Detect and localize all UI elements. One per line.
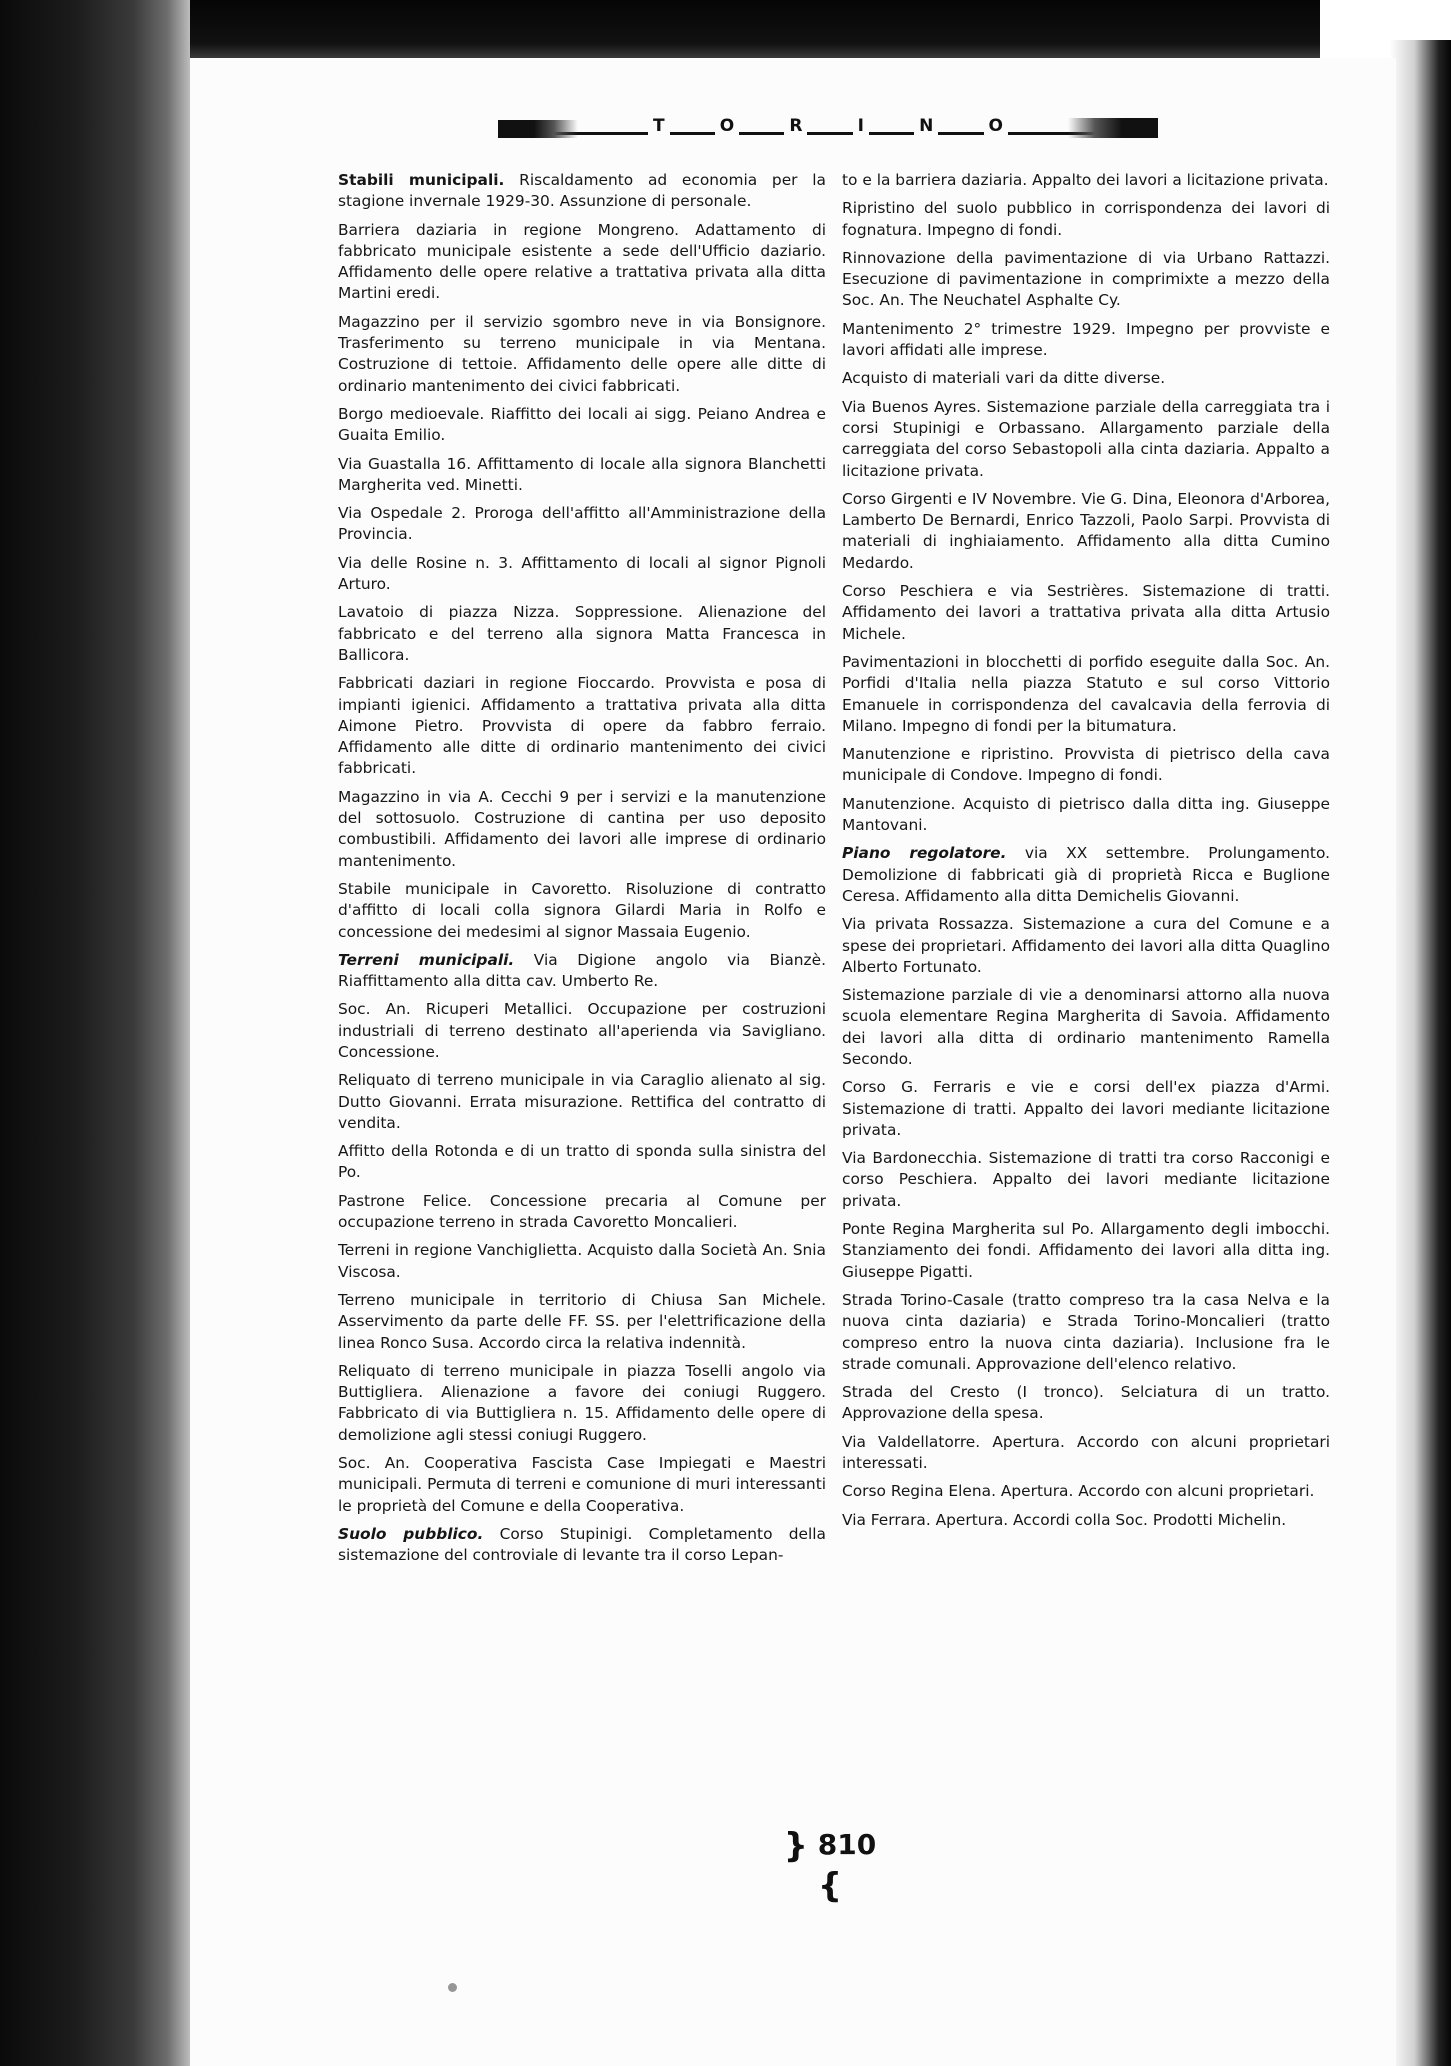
header-title <box>498 116 1158 136</box>
left-column <box>338 170 826 1574</box>
scan-top-shadow <box>0 0 1320 58</box>
list-item <box>842 1382 1330 1425</box>
entry-text: Via delle Rosine n. 3. Affittamento di locali al signor Pignoli Arturo. <box>338 553 826 594</box>
entry-text: Magazzino in via A. Cecchi 9 per i servizi e la manutenzione del sottosuolo. Costruzione di cantina per uso deposito combustibili. Affidamento dei lavori alle imprese di ordinario mantenimento. <box>338 787 826 870</box>
entry-text: Magazzino per il servizio sgombro neve in via Bonsignore. Trasferimento su terreno municipale in via Mentana. Costruzione di tettoie. Affidamento delle opere alle ditte di ordinario mantenimento dei civici fabbricati. <box>338 312 826 395</box>
list-item <box>842 1077 1330 1141</box>
list-item <box>842 170 1330 191</box>
entry-text: Terreno municipale in territorio di Chiusa San Michele. Asservimento da parte delle FF. SS. per l'elettrificazione della linea Ronco Susa. Accordo circa la relativa indennità. <box>338 1290 826 1352</box>
entry-text: Via Valdellatorre. Apertura. Accordo con alcuni proprietari interessati. <box>842 1432 1330 1473</box>
list-item <box>842 1510 1330 1531</box>
list-item <box>842 319 1330 362</box>
entry-text: Strada del Cresto (I tronco). Selciatura di un tratto. Approvazione della spesa. <box>842 1383 1330 1423</box>
entry-text: via XX settembre. Prolungamento. Demolizione di fabbricati già di proprietà Ricca e Buglione Ceresa. Affidamento alla ditta Demichelis Giovanni. <box>842 844 1330 905</box>
running-header <box>498 118 1158 142</box>
page-number-bracket-right: { <box>817 1866 843 1906</box>
list-item <box>842 489 1330 574</box>
list-item <box>338 787 826 872</box>
entry-text: Manutenzione e ripristino. Provvista di pietrisco della cava municipale di Condove. Impegno di fondi. <box>842 745 1330 785</box>
entry-text: Via Bardonecchia. Sistemazione di tratti tra corso Racconigi e corso Peschiera. Appalto dei lavori mediante licitazione privata. <box>842 1149 1330 1210</box>
entry-heading: Stabili municipali. <box>338 171 505 189</box>
entry-heading: Suolo pubblico. <box>338 1524 484 1543</box>
entry-text: Ripristino del suolo pubblico in corrispondenza dei lavori di fognatura. Impegno di fondi. <box>842 199 1330 239</box>
list-item <box>842 1148 1330 1212</box>
list-item <box>338 1290 826 1354</box>
entry-text: Pastrone Felice. Concessione precaria al Comune per occupazione terreno in strada Cavoretto Moncalieri. <box>338 1191 826 1232</box>
list-item <box>842 248 1330 312</box>
entry-text: Via Buenos Ayres. Sistemazione parziale della carreggiata tra i corsi Stupinigi e Orbassano. Allargamento parziale della carreggiata del corso Sebastopoli alla cinta daziaria. Appalto a licitazione privata. <box>842 397 1330 480</box>
header-letter: I <box>853 116 869 136</box>
right-column <box>842 170 1330 1538</box>
list-item <box>842 1432 1330 1475</box>
list-item <box>842 581 1330 645</box>
entry-text: Acquisto di materiali vari da ditte diverse. <box>842 369 1166 388</box>
list-item <box>338 950 826 993</box>
header-letter: T <box>648 116 670 136</box>
entry-text: Via Guastalla 16. Affittamento di locale alla signora Blanchetti Margherita ved. Minetti. <box>338 454 826 494</box>
scan-left-shadow <box>0 0 190 2066</box>
entry-text: Borgo medioevale. Riaffitto dei locali ai sigg. Peiano Andrea e Guaita Emilio. <box>338 404 826 445</box>
list-item <box>338 1361 826 1446</box>
list-item <box>338 454 826 497</box>
entry-text: Affitto della Rotonda e di un tratto di sponda sulla sinistra del Po. <box>338 1142 826 1182</box>
header-letter: N <box>914 116 938 136</box>
list-item <box>842 843 1330 907</box>
entry-text: Riscaldamento ad economia per la stagione invernale 1929-30. Assunzione di personale. <box>338 171 826 211</box>
entry-text: Mantenimento 2° trimestre 1929. Impegno per provviste e lavori affidati alle imprese. <box>842 319 1330 360</box>
page-number-value: 810 <box>817 1828 877 1861</box>
list-item <box>338 1453 826 1517</box>
list-item <box>338 999 826 1063</box>
scan-right-shadow <box>1390 40 1451 2066</box>
list-item <box>842 914 1330 978</box>
page-number <box>780 1826 880 1906</box>
entry-text: Ponte Regina Margherita sul Po. Allargamento degli imbocchi. Stanziamento dei fondi. Affidamento dei lavori alla ditta ing. Giuseppe Pigatti. <box>842 1220 1330 1281</box>
entry-text: Fabbricati daziari in regione Fioccardo. Provvista e posa di impianti igienici. Affidamento a trattativa privata alla ditta Aimone Pietro. Provvista di opere da fabbro ferraio. Affidamento alle ditte di ordinario mantenimento dei civici fabbricati. <box>338 674 826 778</box>
entry-heading: Piano regolatore. <box>842 844 1007 863</box>
header-letter: O <box>715 116 739 136</box>
list-item <box>842 794 1330 837</box>
list-item <box>842 1290 1330 1375</box>
header-letter: R <box>784 116 807 136</box>
ink-smudge <box>448 1983 457 1992</box>
list-item <box>842 397 1330 482</box>
entry-text: Sistemazione parziale di vie a denominarsi attorno alla nuova scuola elementare Regina Margherita di Savoia. Affidamento dei lavori alla ditta di ordinario mantenimento Ramella Secondo. <box>842 986 1330 1068</box>
list-item <box>338 553 826 596</box>
list-item <box>338 1240 826 1283</box>
entry-text: Via Ospedale 2. Proroga dell'affitto all'Amministrazione della Provincia. <box>338 504 826 544</box>
header-letter: O <box>984 116 1008 136</box>
entry-text: Terreni in regione Vanchiglietta. Acquisto dalla Società An. Snia Viscosa. <box>338 1241 826 1281</box>
entry-text: Stabile municipale in Cavoretto. Risoluzione di contratto d'affitto di locali colla signora Gilardi Maria in Rolfo e concessione dei medesimi al signor Massaia Eugenio. <box>338 879 826 941</box>
list-item <box>842 744 1330 787</box>
entry-text: Lavatoio di piazza Nizza. Soppressione. Alienazione del fabbricato e del terreno alla signora Matta Francesca in Ballicora. <box>338 603 826 664</box>
list-item <box>338 879 826 943</box>
list-item <box>338 1524 826 1567</box>
entry-text: Corso Girgenti e IV Novembre. Vie G. Dina, Eleonora d'Arborea, Lamberto De Bernardi, Enrico Tazzoli, Paolo Sarpi. Provvista di materiali di inghiaiamento. Affidamento alla ditta Cumino Medardo. <box>842 489 1330 572</box>
entry-text: Reliquato di terreno municipale in piazza Toselli angolo via Buttigliera. Alienazione a favore dei coniugi Ruggero. Fabbricato di via Buttigliera n. 15. Affidamento delle opere di demolizione agli stessi coniugi Ruggero. <box>338 1361 826 1444</box>
entry-text: Pavimentazioni in blocchetti di porfido eseguite dalla Soc. An. Porfidi d'Italia nella piazza Statuto e sul corso Vittorio Emanuele in corrispondenza del cavalcavia della ferrovia di Milano. Impegno di fondi per la bitumatura. <box>842 652 1330 735</box>
entry-text: Strada Torino-Casale (tratto compreso tra la casa Nelva e la nuova cinta daziaria) e Strada Torino-Moncalieri (tratto compreso entro la nuova cinta daziaria). Inclusione fra le strade comunali. Approvazione dell'elenco relativo. <box>842 1290 1330 1373</box>
list-item <box>338 602 826 666</box>
entry-text: Via Digione angolo via Bianzè. Riaffittamento alla ditta cav. Umberto Re. <box>338 950 826 991</box>
entry-text: Corso Regina Elena. Apertura. Accordo con alcuni proprietari. <box>842 1482 1315 1501</box>
list-item <box>338 404 826 447</box>
list-item <box>338 1141 826 1184</box>
entry-text: Manutenzione. Acquisto di pietrisco dalla ditta ing. Giuseppe Mantovani. <box>842 794 1330 835</box>
list-item <box>338 312 826 397</box>
list-item <box>338 220 826 305</box>
list-item <box>842 985 1330 1070</box>
entry-text: Corso G. Ferraris e vie e corsi dell'ex piazza d'Armi. Sistemazione di tratti. Appalto dei lavori mediante licitazione privata. <box>842 1078 1330 1139</box>
entry-text: Corso Stupinigi. Completamento della sistemazione del controviale di levante tra il corso Lepan- <box>338 1524 826 1565</box>
entry-text: Reliquato di terreno municipale in via Caraglio alienato al sig. Dutto Giovanni. Errata misurazione. Rettifica del contratto di vendita. <box>338 1071 826 1132</box>
list-item <box>842 652 1330 737</box>
list-item <box>338 170 826 213</box>
entry-text: to e la barriera daziaria. Appalto dei lavori a licitazione privata. <box>842 171 1329 189</box>
list-item <box>338 503 826 546</box>
entry-text: Via privata Rossazza. Sistemazione a cura del Comune e a spese dei proprietari. Affidamento dei lavori alla ditta Quaglino Alberto Fortunato. <box>842 915 1330 976</box>
entry-heading: Terreni municipali. <box>338 950 515 969</box>
entry-text: Barriera daziaria in regione Mongreno. Adattamento di fabbricato municipale esistente a sede dell'Ufficio daziario. Affidamento delle opere relative a trattativa privata alla ditta Martini eredi. <box>338 220 826 303</box>
page-number-bracket-left: } <box>783 1826 808 1866</box>
list-item <box>842 1481 1330 1502</box>
list-item <box>338 1070 826 1134</box>
entry-text: Soc. An. Ricuperi Metallici. Occupazione per costruzioni industriali di terreno destinato all'aperienda via Savigliano. Concessione. <box>338 1000 826 1061</box>
entry-text: Soc. An. Cooperativa Fascista Case Impiegati e Maestri municipali. Permuta di terreni e comunione di muri interessanti le proprietà del Comune e della Cooperativa. <box>338 1454 826 1515</box>
list-item <box>842 198 1330 241</box>
entry-text: Via Ferrara. Apertura. Accordi colla Soc. Prodotti Michelin. <box>842 1510 1287 1529</box>
list-item <box>842 1219 1330 1283</box>
entry-text: Rinnovazione della pavimentazione di via Urbano Rattazzi. Esecuzione di pavimentazione in comprimixte a mezzo della Soc. An. The Neuchatel Asphalte Cy. <box>842 248 1330 310</box>
entry-text: Corso Peschiera e via Sestrières. Sistemazione di tratti. Affidamento dei lavori a trattativa privata alla ditta Artusio Michele. <box>842 582 1330 643</box>
list-item <box>842 368 1330 389</box>
list-item <box>338 673 826 779</box>
list-item <box>338 1191 826 1234</box>
